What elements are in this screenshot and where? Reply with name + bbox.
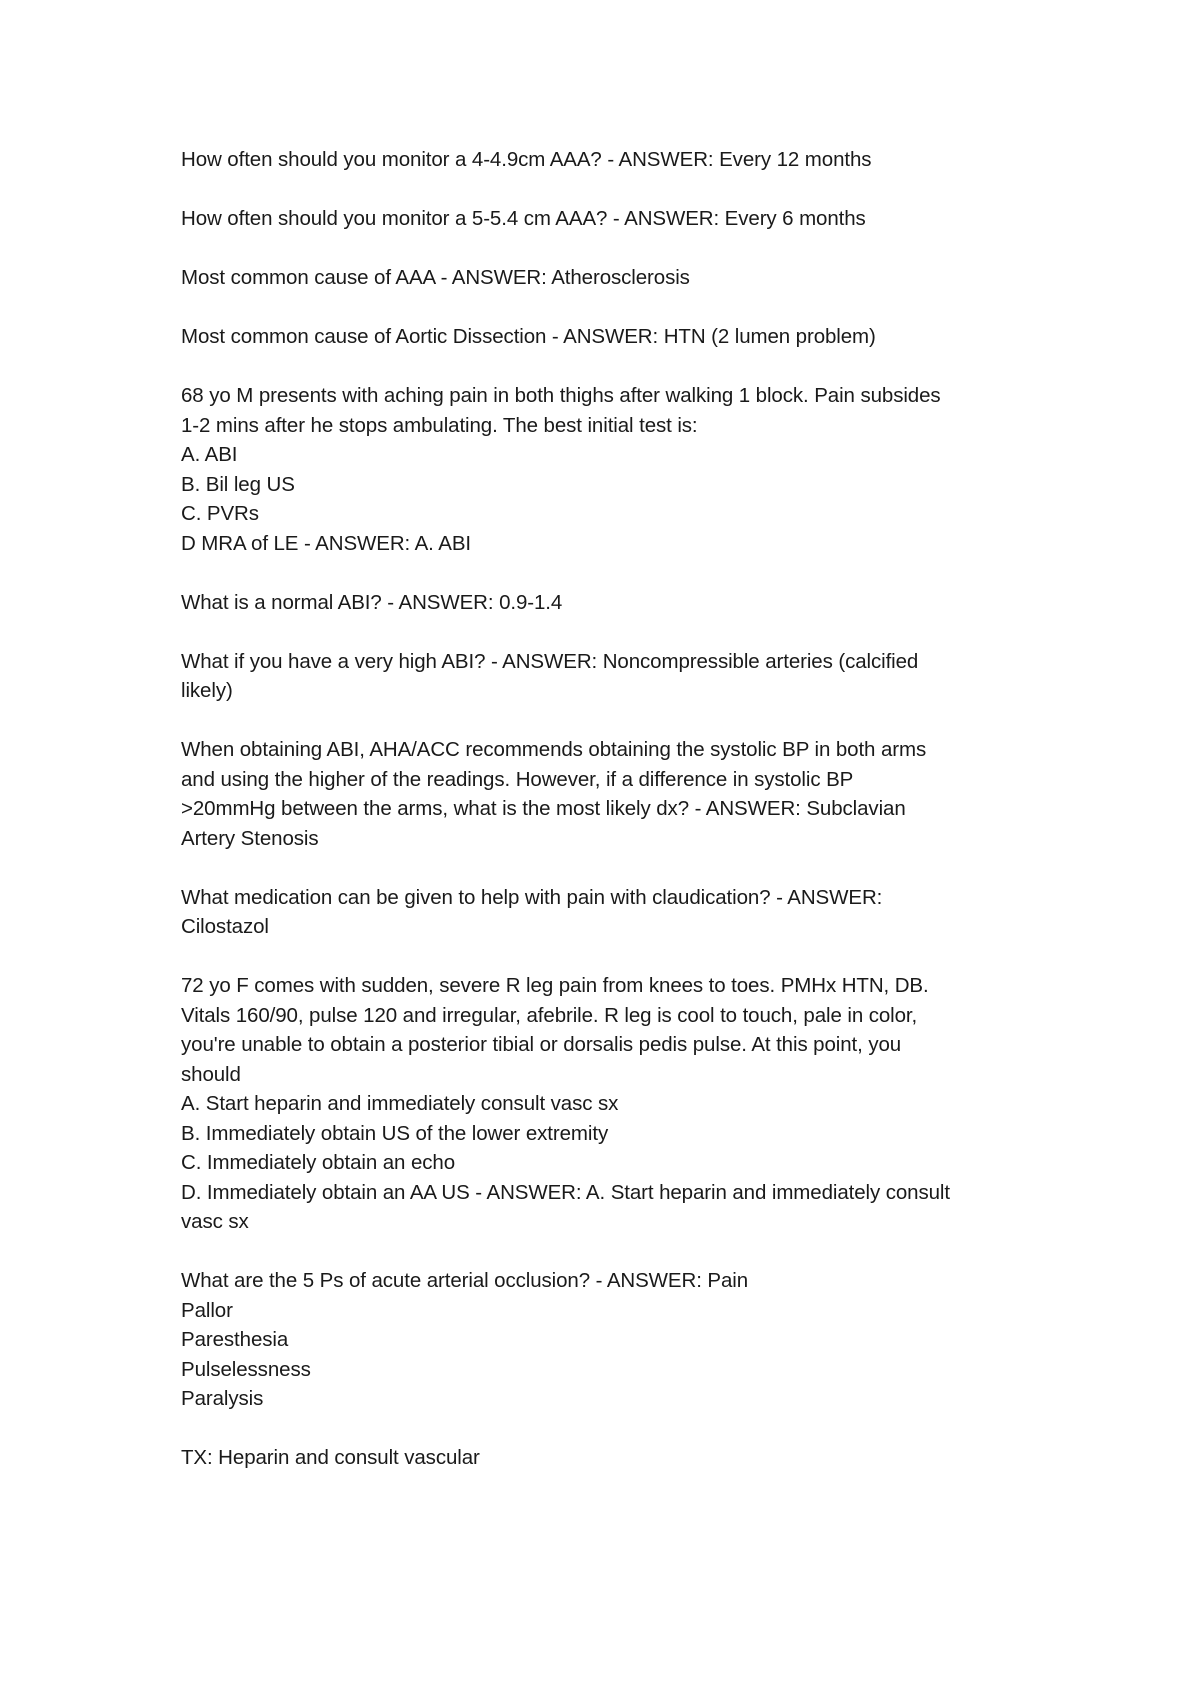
text-line: and using the higher of the readings. However, if a difference in systolic BP (181, 767, 854, 791)
text-line: should (181, 1062, 241, 1086)
answer-option: B. Immediately obtain US of the lower extremity (181, 1121, 609, 1145)
qa-item-high-abi (181, 647, 1031, 706)
document-body (181, 145, 1031, 1502)
answer-option: B. Bil leg US (181, 472, 295, 496)
text-line: How often should you monitor a 5-5.4 cm AAA? - ANSWER: Every 6 months (181, 207, 866, 230)
qa-item-treatment (181, 1443, 1031, 1473)
text-line: How often should you monitor a 4-4.9cm AAA? - ANSWER: Every 12 months (181, 148, 872, 171)
text-line: 72 yo F comes with sudden, severe R leg pain from knees to toes. PMHx HTN, DB. (181, 974, 929, 997)
answer-option: A. ABI (181, 443, 238, 466)
text-line: When obtaining ABI, AHA/ACC recommends obtaining the systolic BP in both arms (181, 738, 927, 761)
qa-item-five-ps (181, 1266, 1031, 1414)
qa-item-arm-bp-difference (181, 735, 1031, 853)
text-line: What is a normal ABI? - ANSWER: 0.9-1.4 (181, 590, 563, 614)
text-line: TX: Heparin and consult vascular (181, 1446, 480, 1469)
answer-option: A. Start heparin and immediately consult vasc sx (181, 1092, 619, 1115)
text-line: Artery Stenosis (181, 826, 319, 850)
text-line: 68 yo M presents with aching pain in both thighs after walking 1 block. Pain subsides (181, 384, 941, 407)
text-line: Most common cause of AAA - ANSWER: Atherosclerosis (181, 266, 690, 289)
qa-item-claudication-test (181, 381, 1031, 558)
qa-item-aaa-cause (181, 263, 1031, 293)
qa-item-claudication-medication (181, 883, 1031, 942)
text-line: vasc sx (181, 1210, 249, 1233)
text-line: What if you have a very high ABI? - ANSWER: Noncompressible arteries (calcified (181, 649, 919, 673)
list-item: Paresthesia (181, 1328, 289, 1351)
qa-item-acute-limb-ischemia (181, 971, 1031, 1237)
list-item: Paralysis (181, 1387, 264, 1410)
list-item: Pulselessness (181, 1357, 311, 1381)
text-line: Most common cause of Aortic Dissection - ANSWER: HTN (2 lumen problem) (181, 325, 876, 348)
qa-item-normal-abi (181, 588, 1031, 618)
text-line: you're unable to obtain a posterior tibial or dorsalis pedis pulse. At this point, you (181, 1033, 902, 1056)
answer-option: D MRA of LE - ANSWER: A. ABI (181, 531, 471, 555)
list-item: Pallor (181, 1298, 233, 1322)
text-line: Vitals 160/90, pulse 120 and irregular, afebrile. R leg is cool to touch, pale in color, (181, 1003, 918, 1027)
answer-option: C. Immediately obtain an echo (181, 1151, 456, 1174)
answer-option: D. Immediately obtain an AA US - ANSWER: A. Start heparin and immediately consult (181, 1180, 950, 1204)
answer-option: C. PVRs (181, 502, 259, 525)
qa-item-aaa-4cm (181, 145, 1031, 175)
text-line: likely) (181, 679, 233, 702)
qa-item-aaa-5cm (181, 204, 1031, 234)
text-line: What medication can be given to help with pain with claudication? - ANSWER: (181, 885, 883, 909)
text-line: Cilostazol (181, 915, 269, 938)
qa-item-dissection-cause (181, 322, 1031, 352)
text-line: 1-2 mins after he stops ambulating. The best initial test is: (181, 413, 698, 437)
text-line: What are the 5 Ps of acute arterial occlusion? - ANSWER: Pain (181, 1269, 749, 1292)
text-line: >20mmHg between the arms, what is the most likely dx? - ANSWER: Subclavian (181, 797, 906, 820)
